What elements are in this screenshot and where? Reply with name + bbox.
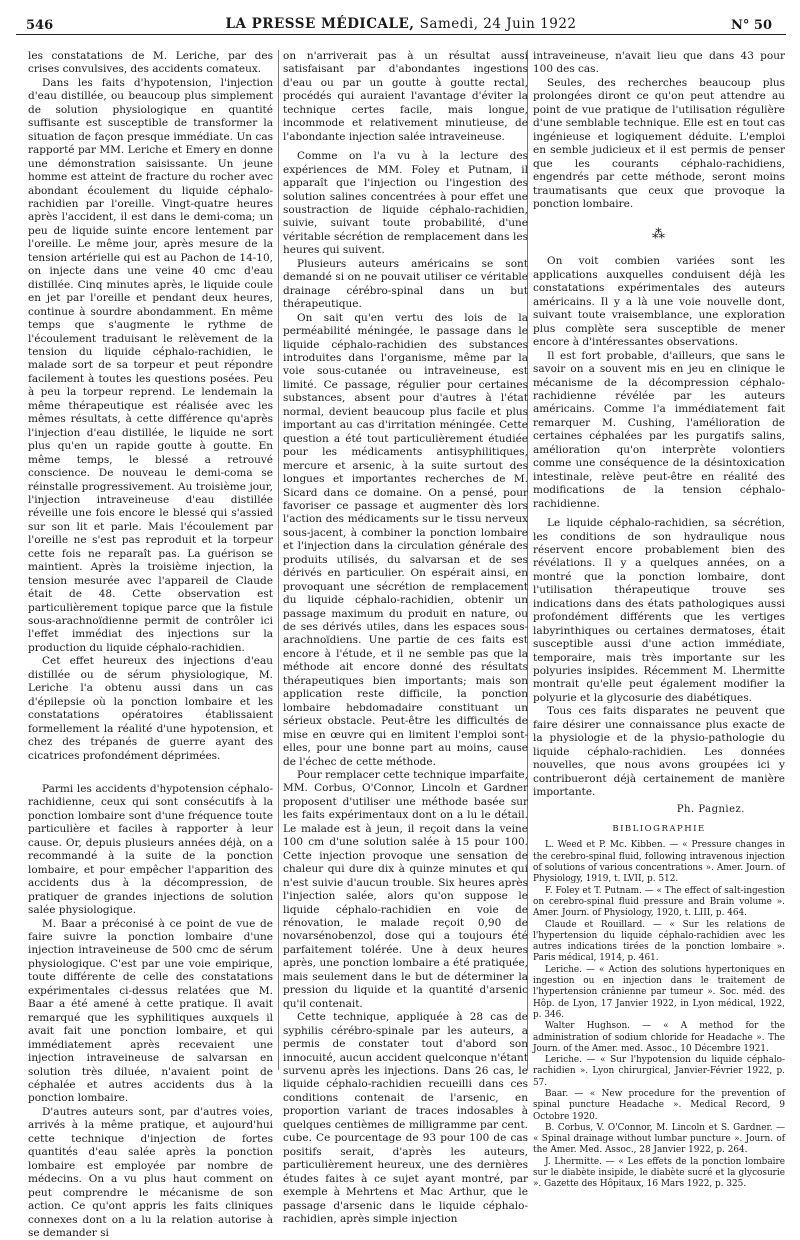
paragraph: On sait qu'en vertu des lois de la perméabilité méningée, le passage dans le liquide céphalo-rachidien des substances introduites dans l'organisme, même par la voie sous-cutanée ou intraveineuse, est limité. Ce passage, régulier pour certaines substances, absent pour d'autres à l'état normal, devient beaucoup plus facile et plus important au cas d'irritation méningée. Cette question a été tout particulièrement étudiée pour les médicaments antisyphilitiques, mercure et arsenic, à la suite surtout des longues et importantes recherches de M. Sicard dans ce domaine. On a pensé, pour favoriser ce passage et augmenter dès lors l'action des médicaments sur le tissu nerveux sous-jacent, à combiner la ponction lombaire et l'injection dans la circulation générale des produits utilisés, du salvarsan et de ses dérivés en particulier. On espérait ainsi, en provoquant une sécrétion de remplacement du liquide céphalo-rachidien, obtenir un passage maximum du produit en nature, ou de ses dérivés utiles, dans les espaces sous-arachnoïdiens. Une partie de ces faits est encore à l'étude, et il ne semble pas que la méthode ait encore donné des résultats thérapeutiques bien importants; mais son application reste difficile, la ponction lombaire hebdomadaire constituant un sérieux obstacle. Peut-être les difficultés de mise en œuvre qui en limitent l'emploi sont-elles, pour une bonne part au moins, cause de l'échec de cette méthode. xyxy=(283,311,528,768)
column-divider xyxy=(278,50,279,1070)
issue-date: Samedi, 24 Juin 1922 xyxy=(419,16,577,32)
bibliography-entry: Baar. — « New procedure for the prevention of spinal puncture Headache ». Medical Record, 9 Octobre 1920. xyxy=(533,1089,785,1122)
paragraph: D'autres auteurs sont, par d'autres voies, arrivés à la même pratique, et aujourd'hui cette technique d'injection de fortes quantités d'eau salée après la ponction lombaire est employée par nombre de médecins. On a vu plus haut comment on peut comprendre le mécanisme de son action. Ce qu'ont appris les faits cliniques connexes dont on a lu la relation autorise à se demander si xyxy=(28,1105,273,1239)
paragraph: Dans les faits d'hypotension, l'injection d'eau distillée, ou beaucoup plus simplement de solution physiologique en quantité suffisante est susceptible de transformer la situation de façon presque immédiate. Un cas rapporté par MM. Leriche et Emery en donne une démonstration saisissante. Un jeune homme est atteint de fracture du rocher avec abondant écoulement du liquide céphalo-rachidien par l'oreille. Vingt-quatre heures après l'accident, il est dans le demi-coma; un peu de liquide suinte encore lentement par l'oreille. Le même jour, après mesure de la tension artérielle qui est au Pachon de 14-10, on injecte dans une veine 40 cmc d'eau distillée. Cinq minutes après, le liquide coule en jet par l'oreille et pendant deux heures, continue à sourdre abondamment. En même temps que s'augmente le rythme de l'écoulement traduisant le relèvement de la tension du liquide céphalo-rachidien, le malade sort de sa torpeur et peut répondre facilement à toutes les questions posées. Peu à peu la torpeur reprend. Le lendemain la même thérapeutique est réalisée avec les mêmes résultats, à cette différence qu'après l'injection d'eau distillée, le liquide ne sort plus qu'en un rapide goutte à goutte. En même temps, le blessé a retrouvé conscience. De nouveau le demi-coma se réinstalle progressivement. Au troisième jour, l'injection intraveineuse d'eau distillée réveille une fois encore le blessé qui s'assied sur son lit et parle. Mais l'écoulement par l'oreille ne s'est pas reproduit et la torpeur cette fois ne reparaît pas. La guérison se maintient. Après la troisième injection, la tension mesurée avec l'appareil de Claude était de 48. Cette observation est particulièrement topique parce que la fistule sous-arachnoïdienne permit de contrôler ici l'effet immédiat des injections sur la production du liquide céphalo-rachidien. xyxy=(28,76,273,654)
paragraph: Pour remplacer cette technique imparfaite, MM. Corbus, O'Connor, Lincoln et Gardner proposent d'utiliser une méthode basée sur les faits expérimentaux dont on a lu le détail. Le malade est à jeun, il reçoit dans la veine 100 cm d'une solution salée à 15 pour 100. Cette injection provoque une sensation de chaleur qui dure dix à quinze minutes et qui n'est suivie d'aucun trouble. Six heures après l'injection salée, alors qu'on suppose le liquide céphalo-rachidien en voie de rénovation, le malade reçoit 0,90 de novarsénobenzol, dose qui a toujours été parfaitement tolérée. Une à deux heures après, une ponction lombaire a été pratiquée, mais seulement dans le but de déterminer la pression du liquide et la quantité d'arsenic qu'il contenait. xyxy=(283,769,528,1010)
paragraph: Plusieurs auteurs américains se sont demandé si on ne pouvait utiliser ce véritable drainage cérébro-spinal dans un but thérapeutique. xyxy=(283,257,528,311)
column-right xyxy=(533,50,785,1190)
paragraph: On voit combien variées sont les applications auxquelles conduisent déjà les constatations expérimentales des auteurs américains. Il y a là une voie nouvelle dont, suivant toute vraisemblance, une exploration plus complète sera susceptible de mener encore à d'intéressantes observations. xyxy=(533,255,785,349)
journal-title xyxy=(16,16,786,32)
bibliography xyxy=(533,840,785,1190)
bibliography-entry: L. Weed et P. Mc. Kibben. — « Pressure changes in the cerebro-spinal fluid, following intravenous injection of solutions of various concentrations ». Amer. Journ. of Physiology, 1919, t. LVII, p. 512. xyxy=(533,840,785,885)
paragraph: Cette technique, appliquée à 28 cas de syphilis cérébro-spinale par les auteurs, a permis de constater tout d'abord son innocuité, aucun accident quelconque n'étant survenu après les injections. Dans 26 cas, le liquide céphalo-rachidien recueilli dans ces conditions contenait de l'arsenic, en proportion variant de traces indosables à quelques centièmes de milligramme par cent. cube. Ce pourcentage de 93 pour 100 de cas positifs serait, d'après les auteurs, particulièrement heureux, une des dernières études faites à ce sujet ayant montré, par exemple à Mehrtens et Mac Arthur, que le passage d'arsenic dans le liquide céphalo-rachidien, après simple injection xyxy=(283,1011,528,1225)
paragraph: Parmi les accidents d'hypotension céphalo-rachidienne, ceux qui sont consécutifs à la ponction lombaire sont d'une fréquence toute particulière et faciles à rapporter à leur cause. Or, depuis plusieurs années déjà, on a recommandé à la suite de la ponction lombaire, et pour empêcher l'apparition des accidents dus à la décompression, de pratiquer de grandes injections de solution salée physiologique. xyxy=(28,783,273,917)
paragraph: les constatations de M. Leriche, par des crises convulsives, des accidents comateux. xyxy=(28,50,273,76)
bibliography-entry: Claude et Rouillard. — « Sur les relations de l'hypertension du liquide céphalo-rachidien avec les autres indications tirées de la ponction lombaire ». Paris médical, 1914, p. 461. xyxy=(533,919,785,964)
bibliography-entry: Leriche. — « Action des solutions hypertoniques en ingestion ou en injection dans le traitement de l'hypertension crânienne par tumeur ». Soc. méd. des Hôp. de Lyon, 17 Janvier 1922, in Lyon médical, 1922, p. 346. xyxy=(533,964,785,1020)
column-left xyxy=(28,50,273,1239)
paragraph: Le liquide céphalo-rachidien, sa sécrétion, les conditions de son hydraulique nous réservent encore probablement bien des révélations. Il y a quelques années, on a montré que la ponction lombaire, dont l'utilisation thérapeutique trouve ses indications dans des états pathologiques aussi profondément différents que les vertiges labyrinthiques ou certaines dermatoses, était susceptible aussi d'une action immédiate, temporaire, mais très importante sur les polyuries insipides. Récemment M. Lhermitte montrait qu'elle peut également modifier la polyurie et la glycosurie des diabétiques. xyxy=(533,517,785,704)
bibliography-entry: B. Corbus, V. O'Connor, M. Lincoln et S. Gardner. — « Spinal drainage without lumbar puncture ». Journ. of the Amer. Med. Assoc., 28 Janvier 1922, p. 264. xyxy=(533,1122,785,1156)
paragraph: M. Baar a préconisé à ce point de vue de faire suivre la ponction lombaire d'une injection intraveineuse de 500 cmc de sérum physiologique. C'est par une voie empirique, toute différente de celle des constatations expérimentales ci-dessus relatées que M. Baar a été amené à cette pratique. Il avait remarqué que les syphilitiques auxquels il avait fait une ponction lombaire, et qui immédiatement après recevaient une injection intraveineuse de salvarsan en solution très diluée, n'avaient point de céphalée et autres accidents dus à la ponction lombaire. xyxy=(28,917,273,1105)
paragraph: on n'arriverait pas à un résultat aussi satisfaisant par d'abondantes ingestions d'eau ou par un goutte à goutte rectal, procédés qui auraient l'avantage d'éviter la technique certes facile, mais longue, incommode et relativement minutieuse, de l'abondante injection salée intraveineuse. xyxy=(283,50,528,143)
bibliography-entry: Leriche. — « Sur l'hypotension du liquide céphalo-rachidien ». Lyon chirurgical, Janvier-Février 1922, p. 57. xyxy=(533,1055,785,1088)
paragraph: Comme on l'a vu à la lecture des expériences de MM. Foley et Putnam, il apparaît que l'injection ou l'ingestion des solution salines concentrées à pour effet une soustraction de liquide céphalo-rachidien, suivie, suivant toute probabilité, d'une véritable sécrétion de remplacement dans les heures qui suivent. xyxy=(283,150,528,257)
asterism: ⁂ xyxy=(652,227,666,243)
paragraph: intraveineuse, n'avait lieu que dans 43 pour 100 des cas. xyxy=(533,50,785,76)
running-header xyxy=(16,12,786,35)
bibliography-entry: Walter Hughson. — « A method for the administration of sodium chloride for Headache ». The Journ. of the Amer. med. Assoc., 10 Décembre 1921. xyxy=(533,1021,785,1054)
bibliography-entry: J. Lhermitte. — « Les effets de la ponction lombaire sur le diabète insipide, le diabète sucré et la glycosurie ». Gazette des Hôpitaux, 16 Mars 1922, p. 325. xyxy=(533,1156,785,1190)
paragraph: Il est fort probable, d'ailleurs, que sans le savoir on a souvent mis en jeu en clinique le mécanisme de la décompression céphalo-rachidienne révélée par les auteurs américains. Comme l'a immédiatement fait remarquer M. Cushing, l'amélioration de certaines céphalées par les purgatifs salins, amélioration qu'on interprète volontiers comme une conséquence de la désintoxication intestinale, relève peut-être en réalité des modifications de la tension céphalo-rachidienne. xyxy=(533,349,785,510)
page-number: 546 xyxy=(26,18,54,33)
author-signature: Ph. Pagniez. xyxy=(676,803,745,815)
bibliography-title: BIBLIOGRAPHIE xyxy=(612,824,706,835)
bibliography-entry: F. Foley et T. Putnam. — « The effect of salt-ingestion on cerebro-spinal fluid pressure and Brain volume ». Amer. Journ. of Physiology, 1920, t. LIII, p. 464. xyxy=(533,885,785,919)
column-middle xyxy=(283,50,528,1225)
paragraph: Tous ces faits disparates ne peuvent que faire désirer une connaissance plus exacte de la physiologie et de la physio-pathologie du liquide céphalo-rachidien. Les données nouvelles, que nous avons groupées ici y contribueront déjà certainement de manière importante. xyxy=(533,705,785,799)
journal-name: LA PRESSE MÉDICALE, xyxy=(225,16,415,32)
paragraph: Cet effet heureux des injections d'eau distillée ou de sérum physiologique, M. Leriche l'a obtenu aussi dans un cas d'épilepsie où la ponction lombaire et les constatations opératoires établissaient formellement la réalité d'une hypotension, et chez des trépanés de guerre ayant des cicatrices profondément déprimées. xyxy=(28,655,273,762)
paragraph: Seules, des recherches beaucoup plus prolongées diront ce qu'on peut attendre au point de vue pratique de l'utilisation régulière d'une semblable technique. Elle est en tout cas ingénieuse et logiquement déduite. L'emploi en semble judicieux et il est permis de penser que les courants céphalo-rachidiens, engendrés par cette méthode, seront moins traumatisants que ceux que provoque la ponction lombaire. xyxy=(533,76,785,210)
issue-number: N° 50 xyxy=(731,18,772,33)
